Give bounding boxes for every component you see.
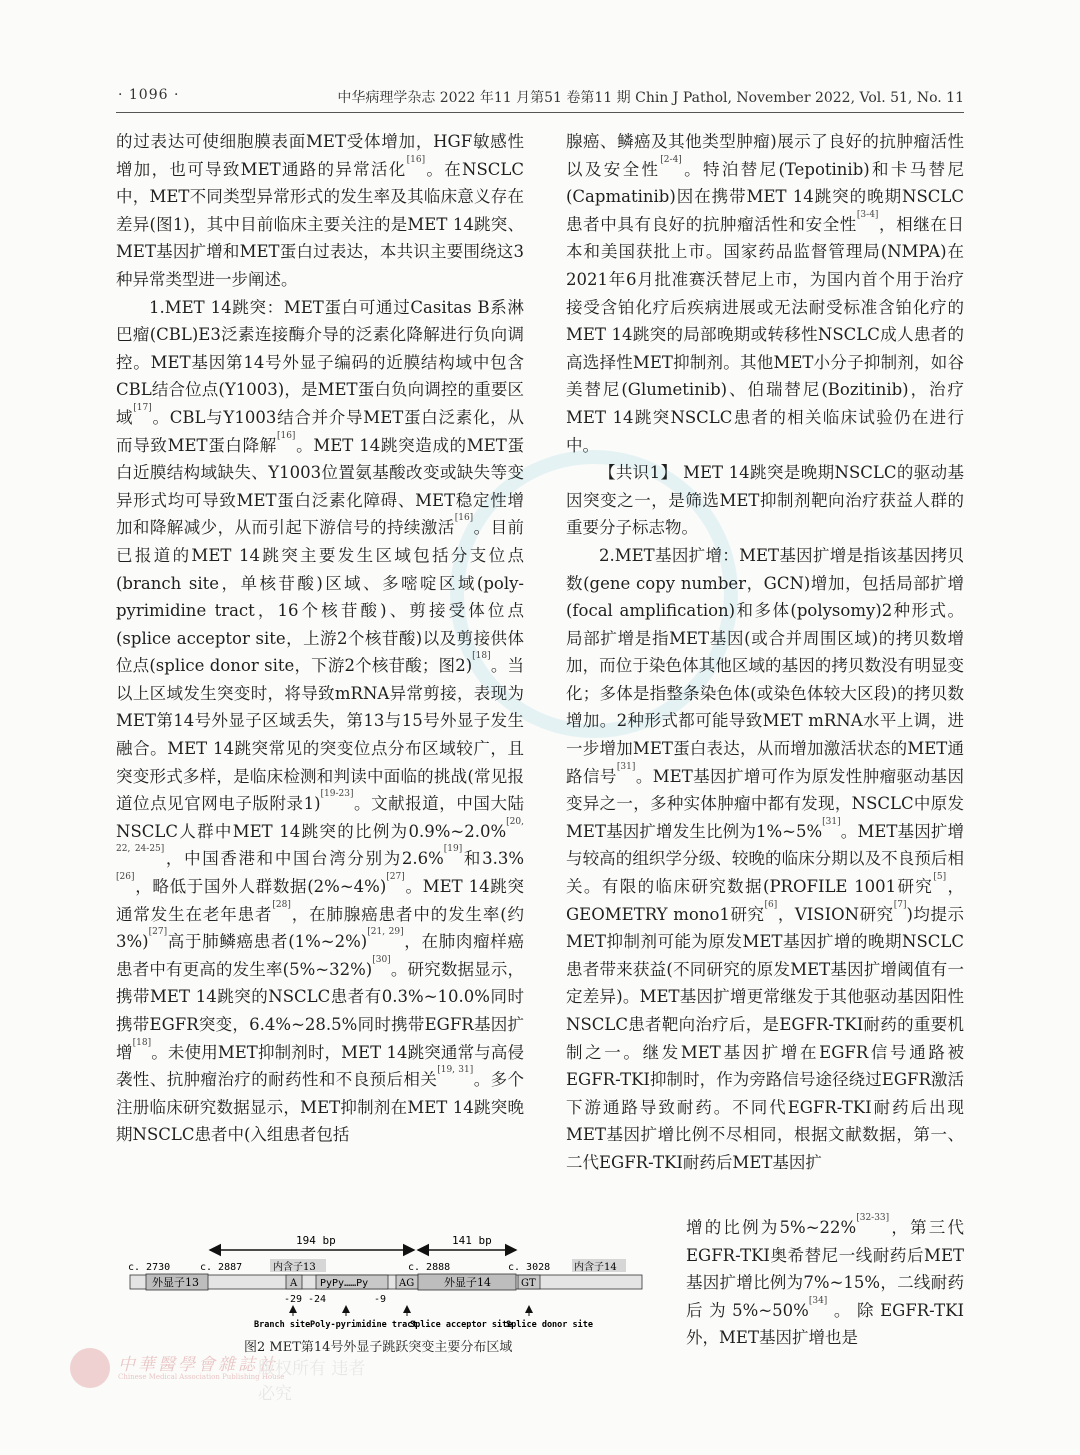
text-run: 。MET 14跳突造成的MET蛋白近膜结构域缺失、Y1003位置氨基酸改变或缺失等变异形式均可导致MET蛋白泛素化障碍、MET稳定性增加和降解减少，从而引起下游信号的持续激活 <box>116 435 524 538</box>
text-run: 。在NSCLC中，MET不同类型异常形式的发生率及其临床意义存在差异(图1)，其中目前临床主要关注的是MET 14跳突、MET基因扩增和MET蛋白过表达，本共识主要围绕这3种异常类型进一步阐述。 <box>116 159 524 289</box>
text-run: 。CBL与Y1003结合并介导MET蛋白泛素化，从而导致MET蛋白降解 <box>116 407 524 455</box>
citation-ref: [16] <box>276 430 296 441</box>
text-run: 。当以上区域发生突变时，将导致mRNA异常剪接，表现为MET第14号外显子区域丢失，第13与15号外显子发生融合。MET 14跳突常见的突变位点分布区域较广，且突变形式多样，是临床检测和判读中面临的挑战(常见报道位点见官网电子版附录1) <box>116 656 524 814</box>
text-run: ，中国香港和中国台湾分别为2.6% <box>164 849 444 869</box>
paragraph-met-amplification <box>566 542 964 1177</box>
citation-ref: [20, 22, 24-25] <box>116 816 524 855</box>
citation-ref: [17] <box>133 402 152 413</box>
paragraph <box>116 128 524 294</box>
svg-text:GT: GT <box>521 1278 536 1289</box>
citation-ref: [6] <box>764 899 778 910</box>
text-run: ，在肺腺癌患者中的发生率(约3%) <box>116 904 525 952</box>
text-run: 。未使用MET抑制剂时，MET 14跳突通常与高侵袭性、抗肿瘤治疗的耐药性和不良预后相关 <box>116 1042 525 1090</box>
right-column-continued <box>686 1214 964 1352</box>
text-run: ，相继在日本和美国获批上市。国家药品监督管理局(NMPA)在2021年6月批准赛沃替尼上市，为国内首个用于治疗接受含铂化疗后疾病进展或无法耐受标准含铂化疗的MET 14跳突的局部晚期或转移性NSCLC成人患者的高选择性MET抑制剂。其他MET小分子抑制剂，如谷美替尼(Glumetinib)、伯瑞替尼(Bozitinib)，治疗MET 14跳突NSCLC患者的相关临床试验仍在进行中。 <box>566 214 965 455</box>
text-run: 增的比例为5%~22% <box>686 1218 857 1237</box>
text-run: 。MET 14跳突通常发生在老年患者 <box>116 877 524 924</box>
header-rule <box>116 112 964 113</box>
citation-ref: [34] <box>808 1295 828 1306</box>
text-run: 。特泊替尼(Tepotinib)和卡马替尼(Capmatinib)因在携带MET 14跳突的晚期NSCLC患者中具有良好的抗肿瘤活性和安全性 <box>566 159 964 234</box>
citation-ref: [5] <box>933 872 947 883</box>
consensus-1 <box>566 459 964 542</box>
svg-text:外显子13: 外显子13 <box>152 1276 199 1289</box>
citation-ref: [19, 31] <box>437 1065 474 1076</box>
page-number: · 1096 · <box>118 87 180 103</box>
citation-ref: [26] <box>116 872 135 883</box>
citation-ref: [28] <box>272 899 291 910</box>
text-run: 。目前已报道的MET 14跳突主要发生区域包括分支位点(branch site，单核苷酸)区域、多嘧啶区域(poly-pyrimidine tract，16个核苷酸)、剪接受体位点(splice acceptor site，上游2个核苷酸)以及剪接供体位点(splice donor site，下游2个核苷酸；图2) <box>116 518 525 676</box>
citation-ref: [21, 29] <box>367 927 404 938</box>
text-run: 。MET基因扩增与较高的组织学分级、较晚的临床分期以及不良预后相关。有限的临床研究数据(PROFILE 1001研究 <box>566 821 964 897</box>
num-minus24: -24 <box>308 1294 327 1305</box>
publisher-name: 中華醫學會雜誌社 <box>118 1355 278 1375</box>
span-194-label: 194 bp <box>296 1234 336 1247</box>
citation-ref: [18] <box>472 651 491 662</box>
text-run: MET 14跳突是晚期NSCLC的驱动基因突变之一，是筛选MET抑制剂靶向治疗获益人群的重要分子标志物。 <box>566 463 965 538</box>
intron13-label: 内含子13 <box>273 1262 316 1273</box>
citation-ref: [31] <box>822 816 841 827</box>
svg-text:A: A <box>290 1278 298 1289</box>
left-column <box>116 128 524 1149</box>
citation-ref: [19] <box>443 844 463 855</box>
paragraph-met14 <box>116 294 524 1149</box>
span-141-label: 141 bp <box>452 1234 492 1247</box>
citation-ref: [32-33] <box>856 1213 890 1223</box>
text-run: 。除EGFR-TKI外，MET基因扩增也是 <box>686 1300 964 1348</box>
citation-ref: [31] <box>616 761 636 772</box>
citation-ref: [30] <box>372 954 391 965</box>
text-run: 2.MET基因扩增：MET基因扩增是指该基因拷贝数(gene copy number，GCN)增加，包括局部扩增(focal amplification)和多体(polysomy)2种形式。局部扩增是指MET基因(或合并周围区域)的拷贝数增加，而位于染色体其他区域的基因的拷贝数没有明显变化；多体是指整条染色体(或染色体较大区段)的拷贝数增加。2种形式都可能导致MET mRNA水平上调，进一步增加MET蛋白表达，从而增加激活状态的MET通路信号 <box>566 545 964 786</box>
label-donor-site: Splice donor site <box>506 1320 593 1330</box>
citation-ref: [7] <box>893 899 907 910</box>
citation-ref: [16] <box>406 154 426 165</box>
intron14-label: 内含子14 <box>574 1262 617 1273</box>
label-poly-tract: Poly-pyrimidine tract <box>310 1320 418 1330</box>
citation-ref: [2-4] <box>660 154 682 165</box>
publisher-name-en: Chinese Medical Association Publishing House <box>118 1373 285 1381</box>
num-minus29: -29 <box>284 1294 303 1305</box>
text-run: 腺癌、鳞癌及其他类型肿瘤)展示了良好的抗肿瘤活性以及安全性 <box>566 132 964 179</box>
citation-ref: [27] <box>386 872 405 883</box>
text-run: ，GEOMETRY mono1研究 <box>566 877 965 924</box>
text-run: ，略低于国外人群数据(2%~4%) <box>134 877 387 897</box>
text-run: )均提示MET抑制剂可能为原发MET基因扩增的晚期NSCLC患者带来获益(不同研究的原发MET基因扩增阈值有一定差异)。MET基因扩增更常继发于其他驱动基因阳性NSCLC患者靶向治疗后，是EGFR-TKI耐药的重要机制之一。继发MET基因扩增在EGFR信号通路被EGFR-TKI抑制时，作为旁路信号途径绕过EGFR激活下游通路导致耐药。不同代EGFR-TKI耐药后出现MET基因扩增比例不尽相同，根据文献数据，第一、二代EGFR-TKI耐药后MET基因扩 <box>566 904 964 1172</box>
publisher-emblem-icon <box>70 1348 110 1388</box>
pos-c2888: c. 2888 <box>408 1262 451 1273</box>
citation-ref: [27] <box>148 927 168 938</box>
right-column <box>566 128 964 1177</box>
pos-c2730: c. 2730 <box>128 1262 171 1273</box>
citation-ref: [19-23] <box>320 789 354 800</box>
svg-text:PyPy……Py: PyPy……Py <box>320 1278 369 1289</box>
text-run: 。多个注册临床研究数据显示，MET抑制剂在MET 14跳突晚期NSCLC患者中(入组患者包括 <box>116 1070 524 1145</box>
text-run: ，在肺肉瘤样癌患者中有更高的发生率(5%~32%) <box>116 932 524 979</box>
text-run: 。研究数据显示，携带MET 14跳突的NSCLC患者有0.3%~10.0%同时携带EGFR突变，6.4%~28.5%同时携带EGFR基因扩增 <box>116 959 524 1062</box>
publisher-logo <box>70 1346 370 1404</box>
paragraph <box>686 1214 964 1352</box>
text-run: ，VISION研究 <box>777 904 894 924</box>
pos-c3028: c. 3028 <box>508 1262 551 1273</box>
citation-ref: [16] <box>454 513 474 524</box>
text-run: 和3.3% <box>462 849 524 869</box>
page-header <box>118 87 964 111</box>
paragraph <box>566 128 964 459</box>
text-run: 1.MET 14跳突：MET蛋白可通过Casitas B系淋巴瘤(CBL)E3泛素连接酶介导的泛素化降解进行负向调控。MET基因第14号外显子编码的近膜结构域中包含CBL结合位点(Y1003)，是MET蛋白负向调控的重要区域 <box>116 297 524 427</box>
num-minus9: -9 <box>374 1294 387 1305</box>
text-run: 高于肺鳞癌患者(1%~2%) <box>167 932 368 952</box>
svg-text:外显子14: 外显子14 <box>444 1276 491 1289</box>
figure-caption: 图2 MET第14号外显子跳跃突变主要分布区域 <box>244 1340 513 1355</box>
citation-ref: [3-4] <box>856 209 879 220</box>
journal-info: 中华病理学杂志 2022 年11 月第51 卷第11 期 Chin J Pathol, November 2022, Vol. 51, No. 11 <box>337 90 964 106</box>
label-acceptor-site: Splice acceptor site <box>410 1320 513 1330</box>
copyright-badge: 版权所有 违者必究 <box>258 1359 366 1404</box>
label-branch-site: Branch site <box>254 1320 311 1330</box>
svg-text:AG: AG <box>399 1278 415 1289</box>
pos-c2887: c. 2887 <box>200 1262 243 1273</box>
consensus-label: 【共识1】 <box>599 463 678 483</box>
text-run: 的过表达可使细胞膜表面MET受体增加，HGF敏感性增加，也可导致MET通路的异常活化 <box>116 132 524 179</box>
text-run: 。MET基因扩增可作为原发性肿瘤驱动基因变异之一，多种实体肿瘤中都有发现，NSCLC中原发MET基因扩增发生比例为1%~5% <box>566 766 965 841</box>
text-run: ，第三代EGFR-TKI奥希替尼一线耐药后MET基因扩增比例为7%~15%，二线耐药后为5%~50% <box>686 1218 964 1320</box>
text-run: 。文献报道，中国大陆NSCLC人群中MET 14跳突的比例为0.9%~2.0% <box>116 794 525 841</box>
citation-ref: [18] <box>132 1037 152 1048</box>
